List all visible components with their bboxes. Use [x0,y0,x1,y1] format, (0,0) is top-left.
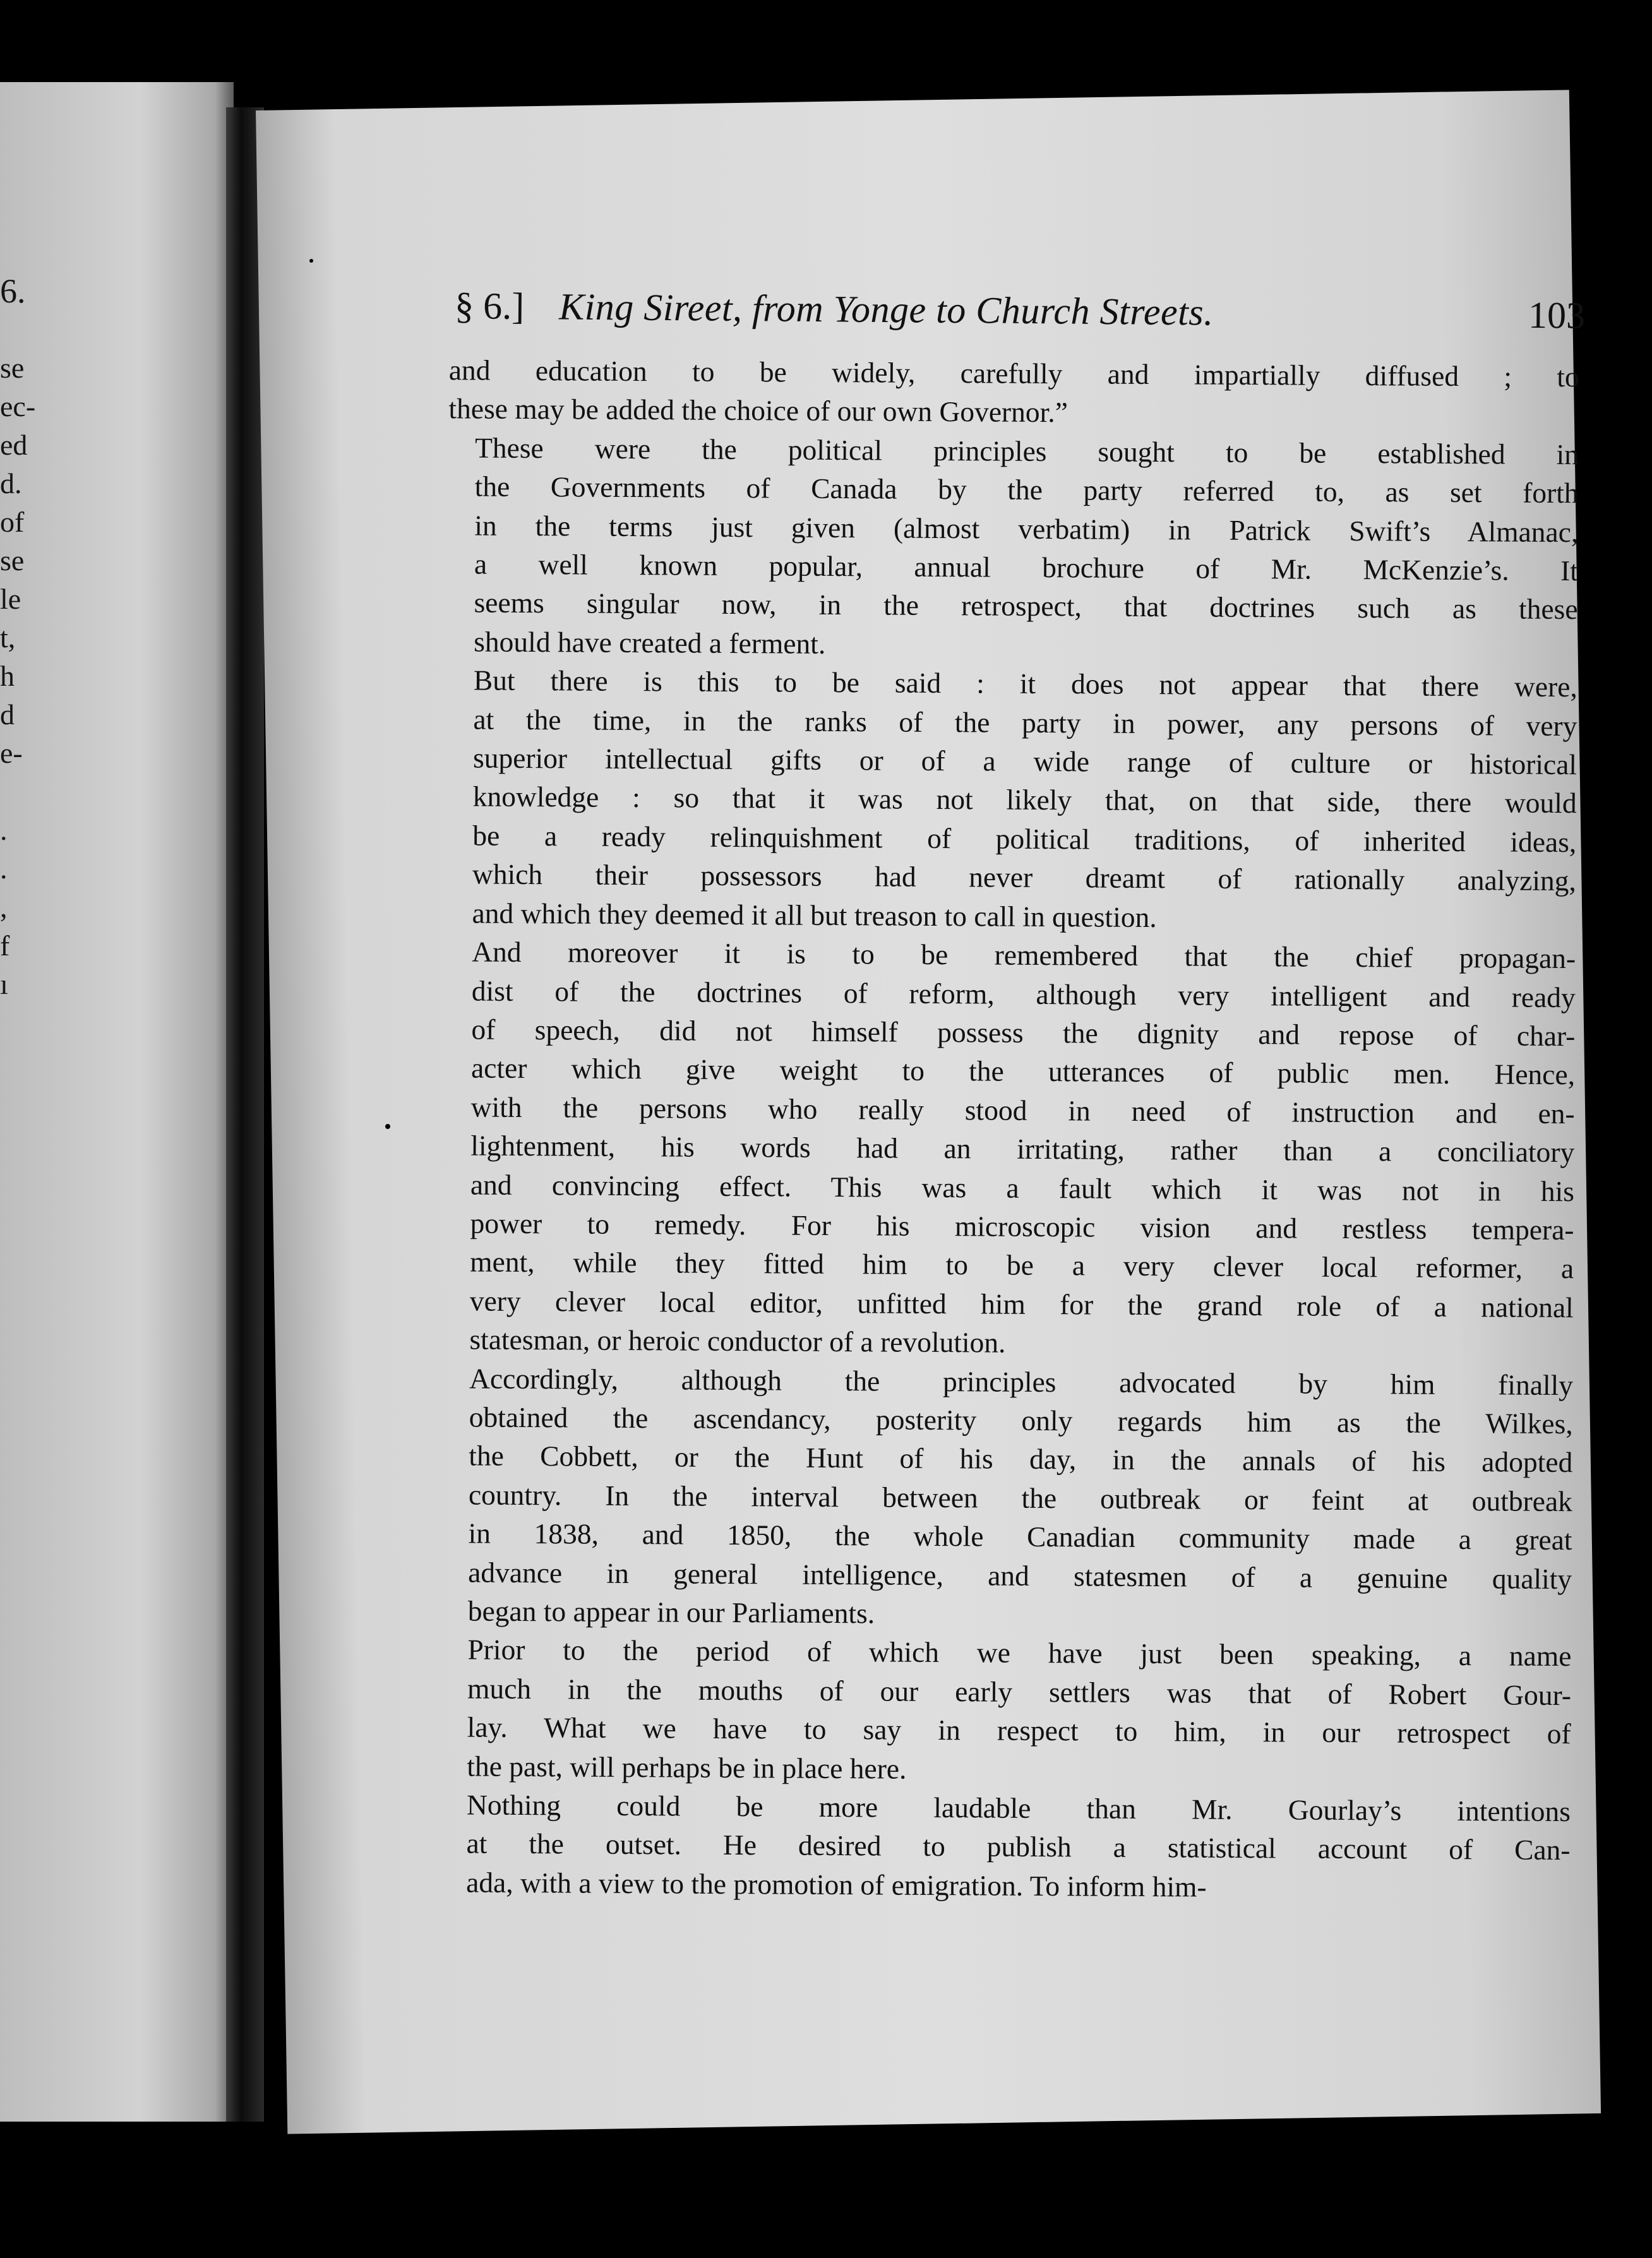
section-marker: § 6.] [454,285,525,328]
text-line: These were the political principles sought to be established in [474,431,1579,470]
text-line: ment, while they fitted him to be a very clever local reformer, a [470,1245,1574,1285]
text-line: these may be added the choice of our own Governor.” [448,392,1068,429]
text-line: in the terms just given (almost verbatim) in Patrick Swift’s Almanac, [474,509,1579,548]
dust-speck [631,2213,638,2221]
paragraph [443,932,1576,1365]
text-line: But there is this to be said : it does not appear that there were, [473,664,1577,703]
book-gutter [226,107,264,2122]
text-line: Prior to the period of which we have just been speaking, a name [467,1633,1572,1673]
text-line: the Governments of Canada by the party referred to, as set forth [474,470,1579,510]
dust-speck [385,1124,390,1129]
text-line: began to appear in our Parliaments. [467,1594,875,1630]
left-page-line-fragment: se [0,352,25,384]
text-line: statesman, or heroic conductor of a revolution. [469,1323,1006,1359]
paragraph [441,1359,1574,1637]
body-text [440,350,1579,1908]
text-line: in 1838, and 1850, the whole Canadian community made a great [468,1517,1572,1556]
text-line: of speech, did not himself possess the dignity and repose of char- [471,1013,1576,1053]
text-line: ada, with a view to the promotion of emigration. To inform him- [466,1866,1207,1903]
text-line: lay. What we have to say in respect to him, in our retrospect of [467,1711,1571,1750]
left-page-line-fragment: ec- [0,390,36,422]
right-page [256,90,1601,2134]
text-line: should have created a ferment. [474,625,826,660]
left-page-line-fragment: t, [0,621,16,654]
text-line: much in the mouths of our early settlers was that of Robert Gour- [467,1672,1572,1711]
text-line: dist of the doctrines of reform, although very intelligent and ready [471,974,1576,1013]
left-page-line-fragment: , [0,891,8,923]
left-page-line-fragment: le [0,583,21,615]
left-page-line-fragment: ı [0,968,8,1000]
text-line: acter which give weight to the utterances of public men. Hence, [470,1051,1576,1091]
left-page-line-fragment: f [0,929,10,962]
left-page-line-fragment: se [0,544,25,576]
paragraph [440,1630,1571,1793]
text-line: and which they deemed it all but treason to call in question. [472,897,1157,933]
left-page-line-fragment: of [0,506,25,538]
left-page-line-fragment: . [0,814,8,846]
paragraph [440,1785,1571,1908]
left-page-line-fragment: . [0,852,8,885]
text-line: obtained the ascendancy, posterity only regards him as the Wilkes, [469,1401,1573,1440]
text-line: the past, will perhaps be in place here. [467,1750,907,1785]
text-line: at the time, in the ranks of the party in power, any persons of very [473,703,1577,742]
text-line: Accordingly, although the principles advocated by him finally [469,1362,1574,1401]
text-line: Nothing could be more laudable than Mr. Gourlay’s intentions [466,1788,1571,1828]
text-line: power to remedy. For his microscopic vision and restless tempera- [470,1207,1574,1246]
text-line: and convincing effect. This was a fault which it was not in his [470,1168,1575,1207]
left-page-line-fragment: e- [0,737,23,769]
left-page-line-fragment: d [0,698,15,731]
text-line: knowledge : so that it was not likely that, on that side, there would [472,780,1577,820]
text-line: which their possessors had never dreamt of rationally analyzing, [472,857,1577,897]
running-head [455,284,1586,351]
left-page-number-fragment: 6. [0,272,26,310]
paragraph [447,428,1579,667]
paragraph [448,350,1579,435]
left-page-line-fragment: ed [0,429,28,461]
text-line: a well known popular, annual brochure of Mr. McKenzie’s. It [474,547,1579,587]
text-line: And moreover it is to be remembered that the chief propagan- [472,935,1576,975]
left-page-line-fragment: h [0,660,15,692]
dust-speck [309,259,313,263]
text-line: very clever local editor, unfitted him for the grand role of a national [469,1284,1574,1323]
text-line: lightenment, his words had an irritating, rather than a conciliatory [470,1129,1575,1169]
paragraph [445,660,1577,939]
text-line: advance in general intelligence, and statesmen of a genuine quality [468,1556,1572,1595]
text-line: with the persons who really stood in need of instruction and en- [470,1090,1575,1130]
left-page-line-fragment: d. [0,467,22,499]
text-line: at the outset. He desired to publish a statistical account of Can- [466,1827,1571,1867]
left-page-edge [0,82,234,2122]
running-head-title: King Sireet, from Yonge to Church Streets. [558,285,1214,333]
text-line: and education to be widely, carefully and impartially diffused ; to [448,354,1579,393]
page-number: 103 [1528,294,1586,337]
text-line: the Cobbett, or the Hunt of his day, in the annals of his adopted [469,1439,1573,1479]
text-line: superior intellectual gifts or of a wide range of culture or historical [472,741,1577,781]
text-line: seems singular now, in the retrospect, that doctrines such as these [474,586,1578,626]
text-line: be a ready relinquishment of political traditions, of inherited ideas, [472,819,1577,859]
text-line: country. In the interval between the outbreak or feint at outbreak [468,1478,1573,1517]
